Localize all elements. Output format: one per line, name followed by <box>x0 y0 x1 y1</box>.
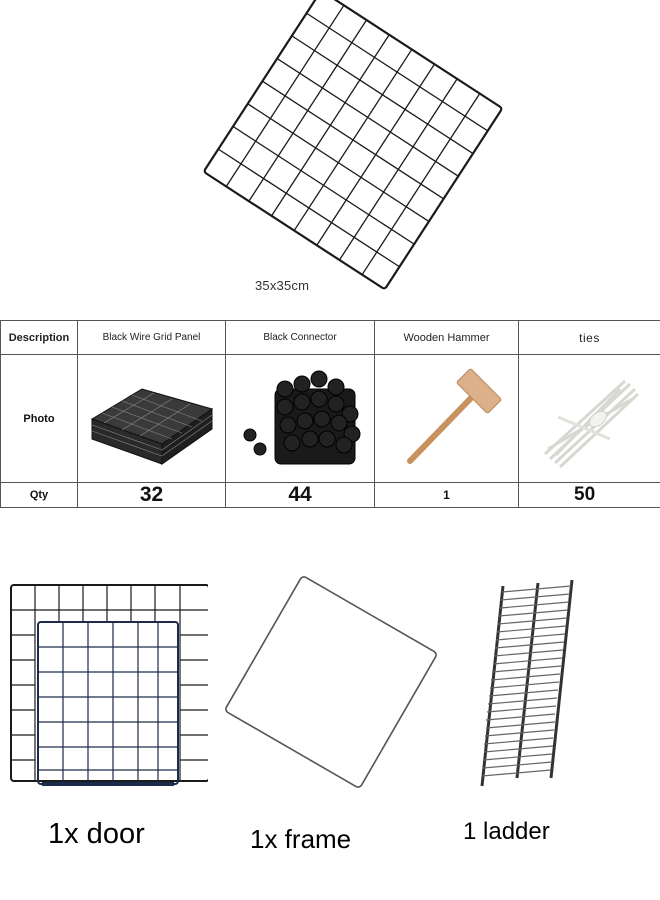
parts-table <box>0 320 660 508</box>
item-photo <box>375 355 519 483</box>
dimension-label: 35x35cm <box>255 278 310 293</box>
qty-row-label: Qty <box>1 483 78 508</box>
description-row-label: Description <box>1 321 78 355</box>
photo-row-label: Photo <box>1 355 78 483</box>
square-frame-image <box>222 575 442 800</box>
item-description: Black Wire Grid Panel <box>78 321 226 355</box>
item-photo <box>519 355 660 483</box>
door-panel-icon <box>8 580 208 795</box>
item-description: Black Connector <box>226 321 375 355</box>
item-qty: 50 <box>519 483 660 508</box>
item-qty: 44 <box>226 483 375 508</box>
description-row <box>1 321 660 355</box>
qty-row <box>1 483 660 508</box>
item-qty: 32 <box>78 483 226 508</box>
frame-caption: 1x frame <box>250 824 352 854</box>
item-photo <box>78 355 226 483</box>
door-caption: 1x door <box>48 818 145 850</box>
cable-ties-icon <box>520 359 660 479</box>
ladder-caption: 1 ladder <box>463 818 550 845</box>
item-description: ties <box>519 321 660 355</box>
stacked-grid-panels-icon <box>82 359 222 479</box>
item-description: Wooden Hammer <box>375 321 519 355</box>
door-panel-image <box>8 580 208 795</box>
ladder-image <box>478 578 588 803</box>
item-photo <box>226 355 375 483</box>
wooden-mallet-icon <box>377 359 517 479</box>
wire-grid-panel-image <box>185 0 515 292</box>
item-qty: 1 <box>375 483 519 508</box>
photo-row <box>1 355 660 483</box>
square-frame-icon <box>222 575 442 800</box>
wire-grid-panel-icon <box>185 0 515 292</box>
ladder-icon <box>478 578 588 803</box>
black-connectors-icon <box>230 359 370 479</box>
